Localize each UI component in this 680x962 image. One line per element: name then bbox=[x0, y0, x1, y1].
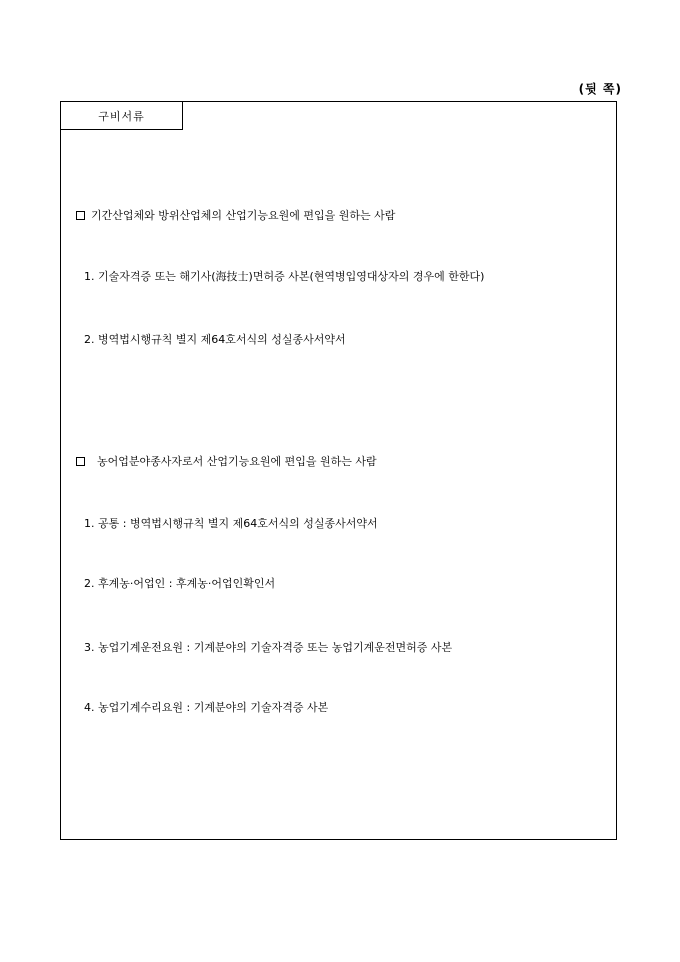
section-1-heading-text: 기간산업체와 방위산업체의 산업기능요원에 편입을 원하는 사람 bbox=[91, 209, 396, 222]
section-1-item-1: 1. 기술자격증 또는 해기사(海技士)면허증 사본(현역병입영대상자의 경우에 한한다) bbox=[84, 270, 485, 283]
required-documents-box bbox=[60, 101, 617, 840]
section-1-item-2: 2. 병역법시행규칙 별지 제64호서식의 성실종사서약서 bbox=[84, 333, 346, 346]
section-2-item-1: 1. 공통 : 병역법시행규칙 별지 제64호서식의 성실종사서약서 bbox=[84, 517, 378, 530]
checkbox-section-2[interactable] bbox=[76, 457, 85, 466]
page-side-label: (뒷 쪽) bbox=[578, 82, 622, 96]
section-2-item-3: 3. 농업기계운전요원 : 기계분야의 기술자격증 또는 농업기계운전면허증 사본 bbox=[84, 641, 453, 654]
section-2-heading bbox=[76, 455, 377, 469]
section-2-heading-text: 농어업분야종사자로서 산업기능요원에 편입을 원하는 사람 bbox=[97, 455, 377, 468]
section-1-heading bbox=[76, 209, 395, 223]
section-2-item-2: 2. 후계농·어업인 : 후계농·어업인확인서 bbox=[84, 577, 276, 590]
checkbox-section-1[interactable] bbox=[76, 211, 85, 220]
section-2-item-4: 4. 농업기계수리요원 : 기계분야의 기술자격증 사본 bbox=[84, 701, 329, 714]
tab-label-required-documents: 구비서류 bbox=[61, 102, 183, 130]
